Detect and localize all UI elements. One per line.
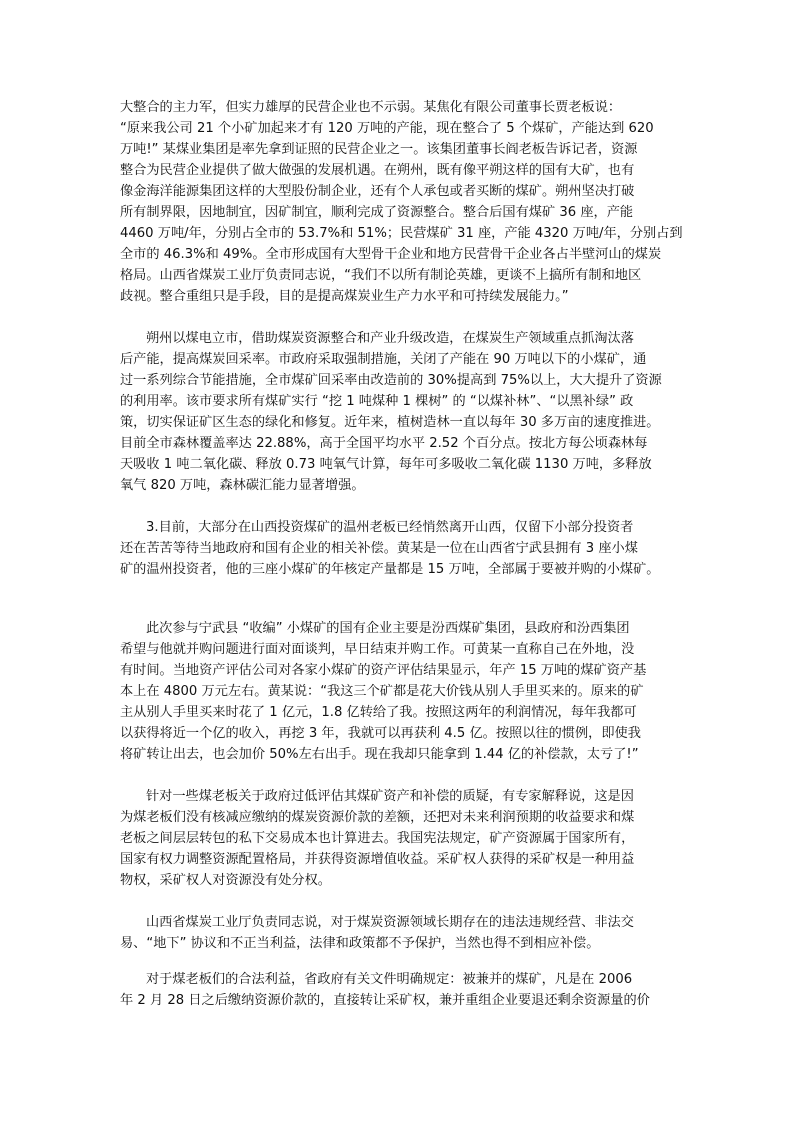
text-line: 策，切实保证矿区生态的绿化和修复。近年来，植树造林一直以每年 30 多万亩的速度推进。 [120,415,660,430]
text-line: 以获得将近一个亿的收入，再挖 3 年，我就可以再获利 4.5 亿。按照以往的惯例，即使我 [120,726,641,741]
text-line: 为煤老板们没有核减应缴纳的煤炭资源价款的差额，还把对未来利润预期的收益要求和煤 [120,810,635,825]
text-line: 目前全市森林覆盖率达 22.88%，高于全国平均水平 2.52 个百分点。按北方每公顷森林每 [120,436,648,451]
text-line: 主从别人手里买来时花了 1 亿元，1.8 亿转给了我。按照这两年的利润情况，每年我都可 [120,705,637,720]
text-line: 易、“地下” 协议和不正当利益，法律和政策都不予保护，当然也得不到相应补偿。 [120,936,600,951]
text-line: “原来我公司 21 个小矿加起来才有 120 万吨的产能，现在整合了 5 个煤矿，产能达到 620 [120,121,654,136]
text-line: 氧气 820 万吨，森林碳汇能力显著增强。 [120,478,365,493]
text-line: 像金海洋能源集团这样的大型股份制企业，还有个人承包或者买断的煤矿。朔州坚决打破 [120,184,635,199]
text-line: 本上在 4800 万元左右。黄某说：“我这三个矿都是花大价钱从别人手里买来的。原来的矿 [120,684,644,699]
text-line: 3.目前，大部分在山西投资煤矿的温州老板已经悄然离开山西，仅留下小部分投资者 [146,520,634,535]
text-line: 山西省煤炭工业厅负责同志说，对于煤炭资源领域长期存在的违法违规经营、非法交 [146,915,634,930]
text-line: 朔州以煤电立市，借助煤炭资源整合和产业升级改造，在煤炭生产领域重点抓淘汰落 [146,331,634,346]
text-line: 将矿转让出去，也会加价 50%左右出手。现在我却只能拿到 1.44 亿的补偿款，太亏了!” [120,747,639,762]
text-line: 还在苦苦等待当地政府和国有企业的相关补偿。黄某是一位在山西省宁武县拥有 3 座小煤 [120,541,638,556]
text-line: 后产能，提高煤炭回采率。市政府采取强制措施，关闭了产能在 90 万吨以下的小煤矿，通 [120,352,647,367]
text-line: 国家有权力调整资源配置格局，并获得资源增值收益。采矿权人获得的采矿权是一种用益 [120,852,635,867]
text-line: 格局。山西省煤炭工业厅负责同志说，“我们不以所有制论英雄，更谈不上搞所有制和地区 [120,268,642,283]
text-line: 老板之间层层转包的私下交易成本也计算进去。我国宪法规定，矿产资源属于国家所有， [120,831,635,846]
text-line: 大整合的主力军，但实力雄厚的民营企业也不示弱。某焦化有限公司董事长贾老板说： [120,100,622,115]
text-line: 年 2 月 28 日之后缴纳资源价款的，直接转让采矿权，兼并重组企业要退还剩余资源量的价 [120,993,650,1008]
text-line: 天吸收 1 吨二氧化碳、释放 0.73 吨氧气计算，每年可多吸收二氧化碳 1130 万吨，多释放 [120,457,652,472]
text-line: 4460 万吨/年，分别占全市的 53.7%和 51%；民营煤矿 31 座，产能 4320 万吨/年，分别占到 [120,226,683,241]
text-line: 整合为民营企业提供了做大做强的发展机遇。在朔州，既有像平朔这样的国有大矿，也有 [120,163,635,178]
text-line: 此次参与宁武县 “收编” 小煤矿的国有企业主要是汾西煤矿集团，县政府和汾西集团 [146,621,630,636]
text-line: 有时间。当地资产评估公司对各家小煤矿的资产评估结果显示，年产 15 万吨的煤矿资产基 [120,663,647,678]
text-line: 对于煤老板们的合法利益，省政府有关文件明确规定：被兼并的煤矿，凡是在 2006 [146,972,633,987]
text-line: 全市的 46.3%和 49%。全市形成国有大型骨干企业和地方民营骨干企业各占半壁河山的煤炭 [120,247,662,262]
text-line: 的利用率。该市要求所有煤矿实行 “挖 1 吨煤种 1 棵树” 的 “以煤补林”、“以黑补绿” 政 [120,394,634,409]
text-line: 针对一些煤老板关于政府过低评估其煤矿资产和补偿的质疑，有专家解释说，这是因 [146,789,634,804]
text-line: 万吨!” 某煤业集团是率先拿到证照的民营企业之一。该集团董事长阎老板告诉记者，资源 [120,142,638,157]
text-line: 物权，采矿权人对资源没有处分权。 [120,873,331,888]
text-line: 希望与他就并购问题进行面对面谈判，早日结束并购工作。可黄某一直称自己在外地，没 [120,642,635,657]
text-line: 所有制界限，因地制宜，因矿制宜，顺利完成了资源整合。整合后国有煤矿 36 座，产能 [120,205,634,220]
text-line: 过一系列综合节能措施，全市煤矿回采率由改造前的 30%提高到 75%以上，大大提升了资源 [120,373,662,388]
text-line: 歧视。整合重组只是手段，目的是提高煤炭业生产力水平和可持续发展能力。” [120,289,569,304]
text-line: 矿的温州投资者，他的三座小煤矿的年核定产量都是 15 万吨，全部属于要被并购的小煤矿。 [120,562,660,577]
